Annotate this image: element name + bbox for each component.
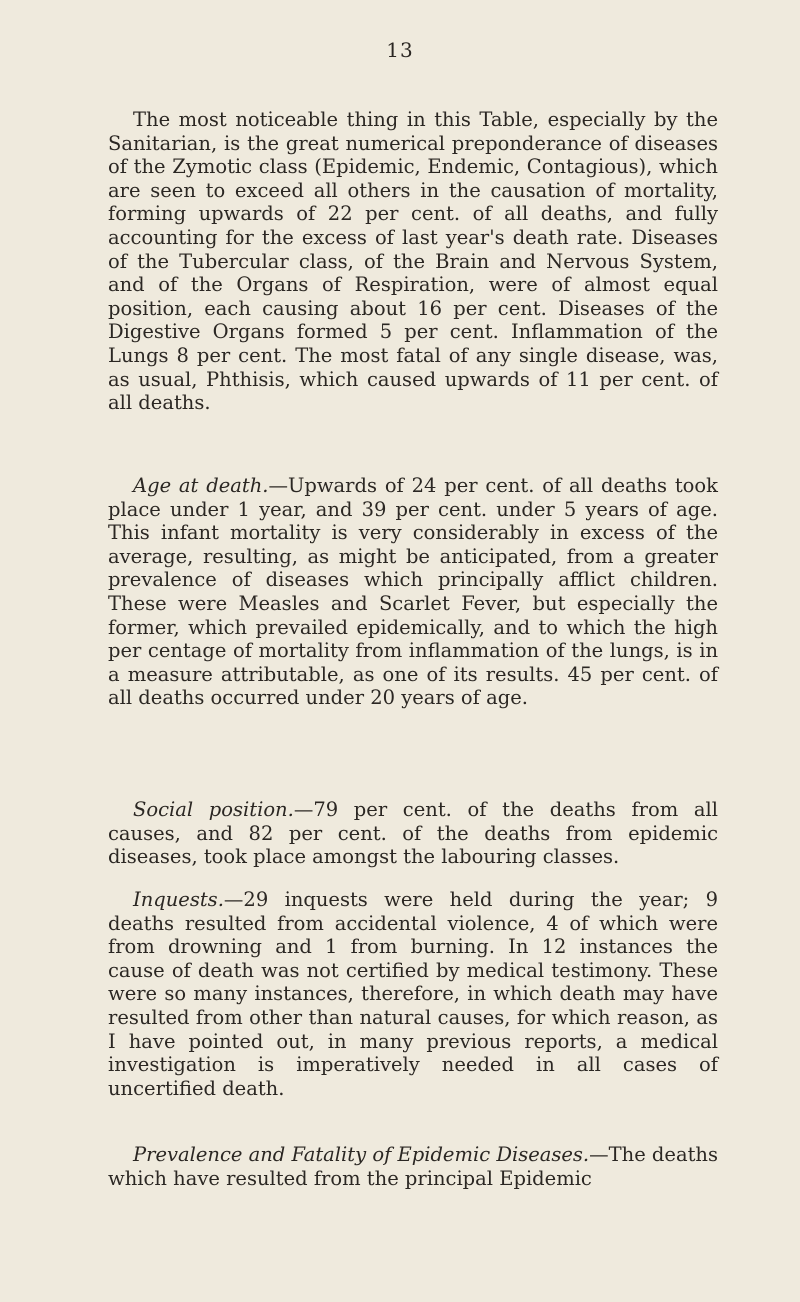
paragraph-inquests (108, 888, 718, 1100)
paragraph-age-at-death (108, 474, 718, 710)
paragraph-text: The most noticeable thing in this Table, especially by the Sanitarian, is the great numerical preponderance of diseases of the Zymotic class (Epidemic, Endemic, Contagious), which are seen to exceed all others in the causation of mortality, forming upwards of 22 per cent. of all deaths, and fully accounting for the excess of last year's death rate. Diseases of the Tubercular class, of the Brain and Nervous System, and of the Organs of Respiration, were of almost equal position, each causing about 16 per cent. Diseases of the Digestive Organs formed 5 per cent. Inflammation of the Lungs 8 per cent. The most fatal of any single disease, was, as usual, Phthisis, which caused upwards of 11 per cent. of all deaths. (108, 108, 718, 415)
paragraph-text: —79 per cent. of the deaths from all causes, and 82 per cent. of the deaths from epidemic diseases, took place amongst the labouring classes. (108, 798, 718, 869)
paragraph-lead: Age at death. (133, 474, 269, 497)
paragraph-text: —The deaths which have resulted from the principal Epidemic (108, 1143, 718, 1190)
paragraph-lead: Prevalence and Fatality of Epidemic Diseases. (133, 1143, 590, 1166)
paragraph-text: —29 inquests were held during the year; 9 deaths resulted from accidental violence, 4 of which were from drowning and 1 from burning. In 12 instances the cause of death was not certified by medical testimony. These were so many instances, therefore, in which death may have resulted from other than natural causes, for which reason, as I have pointed out, in many previous reports, a medical investigation is imperatively needed in all cases of uncertified death. (108, 888, 718, 1100)
paragraph-epidemic-prevalence (108, 1143, 718, 1190)
paragraph-lead: Inquests. (133, 888, 224, 911)
paragraph-zymotic-diseases (108, 108, 718, 415)
paragraph-text: —Upwards of 24 per cent. of all deaths took place under 1 year, and 39 per cent. under 5 years of age. This infant mortality is very considerably in excess of the average, resulting, as might be anticipated, from a greater prevalence of diseases which principally afflict children. These were Measles and Scarlet Fever, but especially the former, which prevailed epidemically, and to which the high per centage of mortality from inflammation of the lungs, is in a measure attributable, as one of its results. 45 per cent. of all deaths occurred under 20 years of age. (108, 474, 718, 710)
page-number: 13 (386, 38, 414, 62)
paragraph-lead: Social position. (133, 798, 294, 821)
paragraph-social-position (108, 798, 718, 869)
